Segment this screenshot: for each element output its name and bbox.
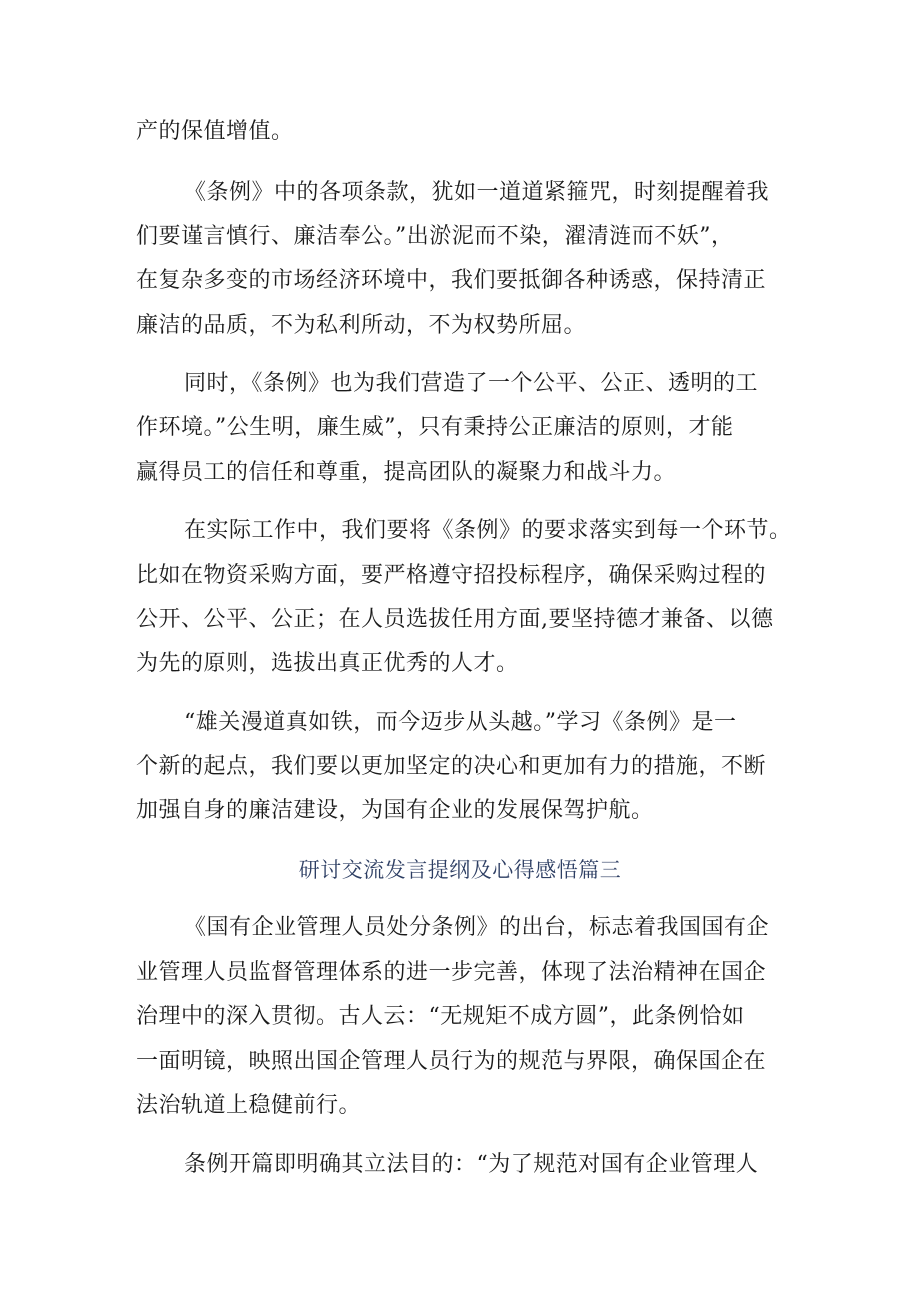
text-line: 个新的起点，我们要以更加坚定的决心和更加有力的措施，不断 [136,754,767,779]
text-line: 法治轨道上稳健前行。 [136,1093,362,1118]
text-line: 在复杂多变的市场经济环境中，我们要抵御各种诱惑，保持清正 [136,268,767,293]
text-line: 赢得员工的信任和尊重，提高团队的凝聚力和战斗力。 [136,460,677,485]
text-line: 业管理人员监督管理体系的进一步完善，体现了法治精神在国企 [136,960,767,985]
text-line: 条例开篇即明确其立法目的：“为了规范对国有企业管理人 [184,1152,759,1177]
section-heading: 研讨交流发言提纲及心得感悟篇三 [298,858,622,882]
text-line: 廉洁的品质，不为私利所动，不为权势所屈。 [136,313,587,338]
text-line: 同时，《条例》也为我们营造了一个公平、公正、透明的工 [184,371,759,396]
text-line: 一面明镜，映照出国企管理人员行为的规范与界限，确保国企在 [136,1049,767,1074]
text-line: 产的保值增值。 [136,119,294,144]
text-line: 在实际工作中，我们要将《条例》的要求落实到每一个环节。 [184,518,792,543]
text-line: “雄关漫道真如铁，而今迈步从头越。”学习《条例》是一 [184,710,737,735]
text-line: 《条例》中的各项条款，犹如一道道紧箍咒，时刻提醒着我 [184,180,770,205]
text-line: 作环境。”公生明，廉生威”，只有秉持公正廉洁的原则，才能 [136,415,734,440]
text-line: 《国有企业管理人员处分条例》的出台，标志着我国国有企 [184,915,770,940]
text-line: 比如在物资采购方面，要严格遵守招投标程序，确保采购过程的 [136,563,767,588]
text-line: 治理中的深入贯彻。古人云：“无规矩不成方圆”，此条例恰如 [136,1004,745,1029]
text-line: 为先的原则，选拔出真正优秀的人才。 [136,651,519,676]
text-line: 公开、公平、公正；在人员选拔任用方面,要坚持德才兼备、以德 [136,607,774,632]
text-line: 们要谨言慎行、廉洁奉公。”出淤泥而不染，濯清涟而不妖”， [136,224,734,249]
text-line: 加强自身的廉洁建设，为国有企业的发展保驾护航。 [136,798,654,823]
